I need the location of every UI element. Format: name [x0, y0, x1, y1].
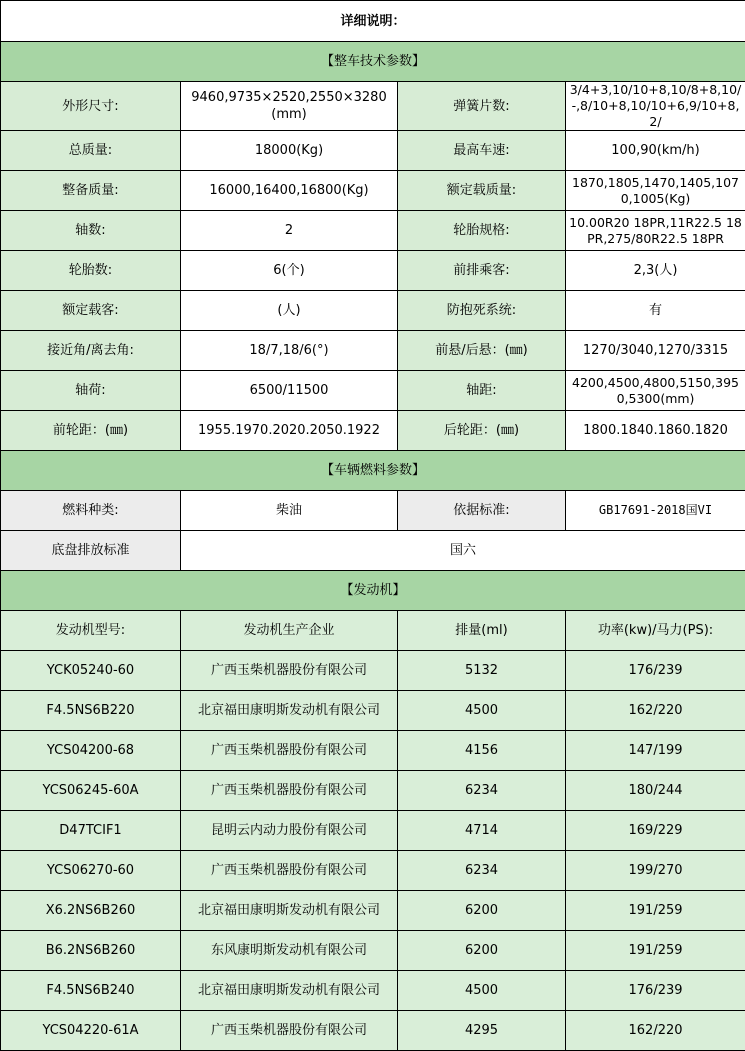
- spec-value: (人): [181, 291, 398, 331]
- engine-model: B6.2NS6B260: [1, 931, 181, 971]
- spec-row: [1, 211, 745, 251]
- engine-manufacturer: 广西玉柴机器股份有限公司: [181, 771, 398, 811]
- spec-row: [1, 291, 745, 331]
- engine-manufacturer: 北京福田康明斯发动机有限公司: [181, 891, 398, 931]
- spec-label: 轮胎数:: [1, 251, 181, 291]
- table-row: [1, 1011, 745, 1051]
- fuel-type-value: 柴油: [181, 491, 398, 531]
- spec-value: 1270/3040,1270/3315: [566, 331, 745, 371]
- spec-value: 1800.1840.1860.1820: [566, 411, 745, 451]
- spec-value: 10.00R20 18PR,11R22.5 18PR,275/80R22.5 18PR: [566, 211, 745, 251]
- emission-value: 国六: [181, 531, 745, 571]
- spec-row: [1, 371, 745, 411]
- spec-row: [1, 171, 745, 211]
- spec-label: 后轮距：(㎜): [398, 411, 566, 451]
- spec-row: [1, 82, 745, 131]
- spec-value: 2: [181, 211, 398, 251]
- section-header-vehicle: 【整车技术参数】: [1, 42, 745, 82]
- fuel-standard-label: 依据标准:: [398, 491, 566, 531]
- spec-value: 有: [566, 291, 745, 331]
- spec-label: 最高车速:: [398, 131, 566, 171]
- table-row: [1, 771, 745, 811]
- engine-displacement: 4500: [398, 691, 566, 731]
- engine-manufacturer: 广西玉柴机器股份有限公司: [181, 651, 398, 691]
- engine-displacement: 6200: [398, 891, 566, 931]
- spec-value: 6(个): [181, 251, 398, 291]
- engine-power: 147/199: [566, 731, 745, 771]
- section-header-fuel: 【车辆燃料参数】: [1, 451, 745, 491]
- engine-power: 169/229: [566, 811, 745, 851]
- fuel-row: [1, 491, 745, 531]
- engine-manufacturer: 广西玉柴机器股份有限公司: [181, 731, 398, 771]
- engine-col-header: 发动机型号:: [1, 611, 181, 651]
- table-row: [1, 731, 745, 771]
- engine-col-header: 功率(kw)/马力(PS):: [566, 611, 745, 651]
- spec-label: 弹簧片数:: [398, 82, 566, 131]
- engine-header-row: [1, 611, 745, 651]
- spec-row: [1, 131, 745, 171]
- spec-row: [1, 251, 745, 291]
- spec-value: 18/7,18/6(°): [181, 331, 398, 371]
- engine-power: 199/270: [566, 851, 745, 891]
- spec-label: 轴距:: [398, 371, 566, 411]
- engine-displacement: 4295: [398, 1011, 566, 1051]
- engine-displacement: 4714: [398, 811, 566, 851]
- spec-value: 18000(Kg): [181, 131, 398, 171]
- engine-model: YCK05240-60: [1, 651, 181, 691]
- engine-model: YCS04220-61A: [1, 1011, 181, 1051]
- spec-value: 1870,1805,1470,1405,1070,1005(Kg): [566, 171, 745, 211]
- engine-displacement: 5132: [398, 651, 566, 691]
- engine-model: X6.2NS6B260: [1, 891, 181, 931]
- spec-value: 9460,9735×2520,2550×3280(mm): [181, 82, 398, 131]
- engine-model: D47TCIF1: [1, 811, 181, 851]
- spec-label: 前排乘客:: [398, 251, 566, 291]
- spec-label: 轴数:: [1, 211, 181, 251]
- engine-col-header: 发动机生产企业: [181, 611, 398, 651]
- engine-manufacturer: 昆明云内动力股份有限公司: [181, 811, 398, 851]
- spec-row: [1, 411, 745, 451]
- engine-list: [1, 651, 745, 1051]
- table-row: [1, 651, 745, 691]
- spec-label: 接近角/离去角:: [1, 331, 181, 371]
- spec-label: 总质量:: [1, 131, 181, 171]
- spec-value: 16000,16400,16800(Kg): [181, 171, 398, 211]
- engine-model: F4.5NS6B240: [1, 971, 181, 1011]
- engine-displacement: 4500: [398, 971, 566, 1011]
- engine-power: 176/239: [566, 651, 745, 691]
- engine-displacement: 6234: [398, 851, 566, 891]
- spec-value: 6500/11500: [181, 371, 398, 411]
- spec-value: 1955.1970.2020.2050.1922: [181, 411, 398, 451]
- engine-model: YCS06245-60A: [1, 771, 181, 811]
- engine-power: 176/239: [566, 971, 745, 1011]
- engine-manufacturer: 广西玉柴机器股份有限公司: [181, 1011, 398, 1051]
- engine-power: 191/259: [566, 891, 745, 931]
- spec-label: 整备质量:: [1, 171, 181, 211]
- engine-manufacturer: 东风康明斯发动机有限公司: [181, 931, 398, 971]
- engine-displacement: 4156: [398, 731, 566, 771]
- engine-power: 180/244: [566, 771, 745, 811]
- emission-label: 底盘排放标准: [1, 531, 181, 571]
- table-row: [1, 931, 745, 971]
- page-title: 详细说明：: [1, 1, 745, 42]
- engine-model: YCS06270-60: [1, 851, 181, 891]
- emission-row: [1, 531, 745, 571]
- engine-power: 162/220: [566, 691, 745, 731]
- engine-power: 162/220: [566, 1011, 745, 1051]
- table-row: [1, 891, 745, 931]
- spec-row: [1, 331, 745, 371]
- engine-manufacturer: 北京福田康明斯发动机有限公司: [181, 691, 398, 731]
- engine-displacement: 6200: [398, 931, 566, 971]
- table-row: [1, 971, 745, 1011]
- spec-label: 额定载质量:: [398, 171, 566, 211]
- engine-model: YCS04200-68: [1, 731, 181, 771]
- table-row: [1, 811, 745, 851]
- engine-manufacturer: 广西玉柴机器股份有限公司: [181, 851, 398, 891]
- engine-model: F4.5NS6B220: [1, 691, 181, 731]
- spec-value: 3/4+3,10/10+8,10/8+8,10/-,8/10+8,10/10+6,9/10+8,2/: [566, 82, 745, 131]
- spec-label: 防抱死系统:: [398, 291, 566, 331]
- table-row: [1, 691, 745, 731]
- spec-label: 额定载客:: [1, 291, 181, 331]
- fuel-standard-value: GB17691-2018国VI: [566, 491, 745, 531]
- fuel-type-label: 燃料种类:: [1, 491, 181, 531]
- spec-label: 轴荷:: [1, 371, 181, 411]
- table-row: [1, 851, 745, 891]
- engine-manufacturer: 北京福田康明斯发动机有限公司: [181, 971, 398, 1011]
- engine-col-header: 排量(ml): [398, 611, 566, 651]
- spec-label: 轮胎规格:: [398, 211, 566, 251]
- spec-value: 100,90(km/h): [566, 131, 745, 171]
- section-header-engine: 【发动机】: [1, 571, 745, 611]
- spec-label: 前轮距：(㎜): [1, 411, 181, 451]
- engine-displacement: 6234: [398, 771, 566, 811]
- engine-power: 191/259: [566, 931, 745, 971]
- spec-value: 4200,4500,4800,5150,3950,5300(mm): [566, 371, 745, 411]
- spec-value: 2,3(人): [566, 251, 745, 291]
- spec-label: 外形尺寸:: [1, 82, 181, 131]
- spec-label: 前悬/后悬：(㎜): [398, 331, 566, 371]
